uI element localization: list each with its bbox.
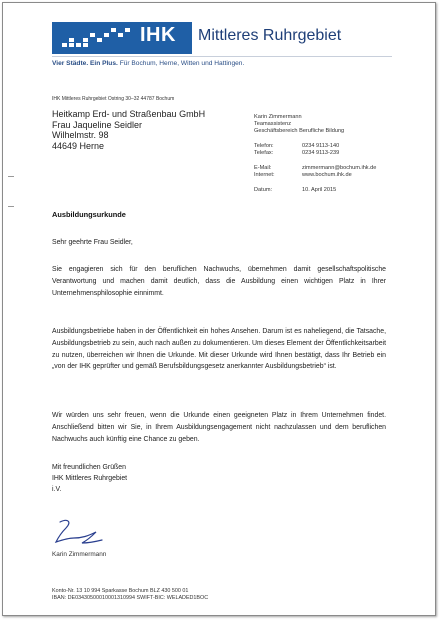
closing-line: i.V. [52, 486, 62, 494]
paragraph-3: Wir würden uns sehr freuen, wenn die Urkunde einen geeigneten Platz in Ihrem Unternehmen findet. Anschließend bitten wir Sie, in Ihrem Ausbildungsengagement nicht nachzulassen und dem beruflichen Nachwuchs auch künftig eine Chance zu geben. [52, 412, 386, 443]
contact-fax: Telefax: 0234 9113-239 [254, 150, 340, 156]
contact-web[interactable]: Internet: www.bochum.ihk.de [254, 172, 352, 178]
recipient-line: Heitkamp Erd- und Straßenbau GmbH [52, 109, 206, 119]
signer-name: Karin Zimmermann [52, 551, 107, 558]
fold-mark [8, 176, 14, 177]
closing-block [52, 462, 127, 496]
greeting: Sehr geehrte Frau Seidler, [52, 239, 133, 246]
contact-email[interactable]: E-Mail: zimmermann@bochum.ihk.de [254, 165, 377, 171]
footer-line: Konto-Nr. 13 10 994 Sparkasse Bochum BLZ 430 500 01 [52, 588, 189, 594]
bank-footer [52, 588, 208, 603]
recipient-line: Wilhelmstr. 98 [52, 130, 109, 141]
paragraph-1: Sie engagieren sich für den beruflichen Nachwuchs, übernehmen damit gesellschaftspolitische Verantwortung und machen damit deutlich, dass die Ausbildung einen wichtigen Platz in Ihrer Unternehmensphilosophie einnimmt. [52, 266, 386, 297]
logo-block [52, 22, 192, 54]
contact-name: Karin Zimmermann [254, 114, 302, 120]
logo-name: Mittleres Ruhrgebiet [198, 27, 342, 44]
contact-phone: Telefon: 0234 9113-140 [254, 143, 340, 149]
contact-dept: Geschäftsbereich Berufliche Bildung [254, 128, 345, 134]
letter-subject: Ausbildungsurkunde [52, 210, 126, 219]
sender-line: IHK Mittleres Ruhrgebiet Ostring 30–32 44787 Bochum [52, 96, 175, 102]
closing-line: IHK Mittleres Ruhrgebiet [52, 475, 128, 483]
recipient-address [52, 109, 205, 151]
logo-abbrev: IHK [140, 24, 176, 46]
ihk-logo [52, 22, 342, 54]
paragraph-2: Ausbildungsbetriebe haben in der Öffentlichkeit ein hohes Ansehen. Darum ist es naheliegend, die Tatsache, Ausbildungsbetrieb zu sein, auch nach außen zu dokumentieren. Um dieses Element der Öffentlichkeitsarbeit zu nutzen, überreichen wir Ihnen die Urkunde. Mit dieser Urkunde wird Ihnen bestätigt, dass Ihr Betrieb ein „von der IHK geprüfter und gemäß Berufsbildungsgesetz anerkannter Ausbildungsbetrieb“ ist. [52, 328, 386, 371]
recipient-line: 44649 Herne [52, 140, 105, 151]
footer-line: IBAN: DE03430500010001310994 SWIFT-BIC: WELADED1BOC [52, 595, 209, 602]
slogan [52, 60, 244, 67]
closing-line: Mit freundlichen Grüßen [52, 464, 126, 471]
slogan-bold: Vier Städte. Ein Plus. [52, 60, 118, 67]
recipient-line: Frau Jaqueline Seidler [52, 119, 143, 130]
fold-mark [8, 206, 14, 207]
header-rule [52, 56, 392, 57]
slogan-rest: Für Bochum, Herne, Witten und Hattingen. [119, 60, 245, 67]
handwritten-signature [52, 516, 104, 550]
contact-role: Teamassistenz [254, 121, 291, 127]
letter-date: Datum: 10. April 2015 [254, 187, 337, 193]
